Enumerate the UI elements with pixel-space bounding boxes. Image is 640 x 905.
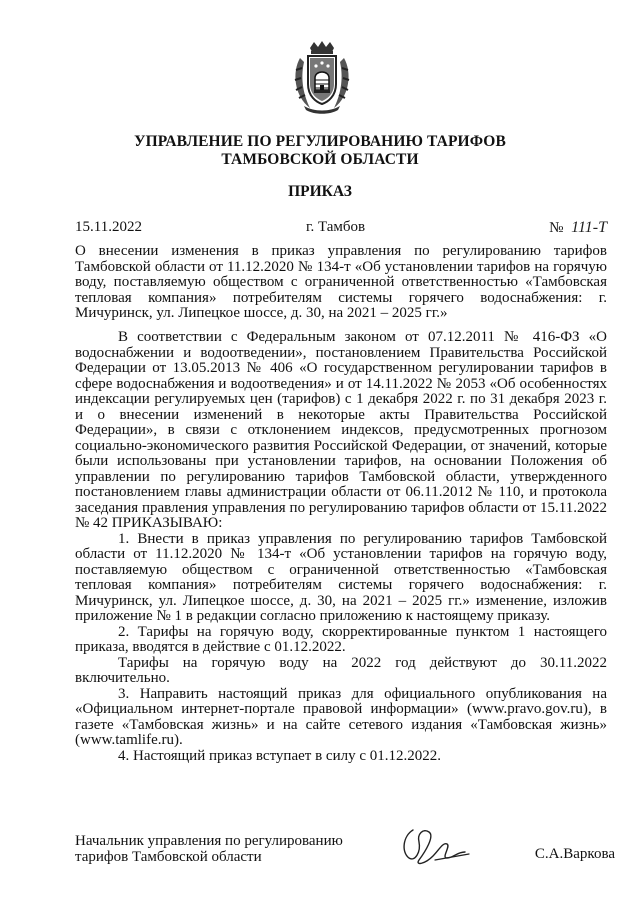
organization-title-line1: УПРАВЛЕНИЕ ПО РЕГУЛИРОВАНИЮ ТАРИФОВ (134, 133, 506, 150)
document-number (549, 219, 607, 237)
item-2-paragraph: 2. Тарифы на горячую воду, скорректированные пунктом 1 настоящего приказа, вводятся в действие с 01.12.2022. (75, 623, 607, 655)
handwritten-number: 111-Т (571, 219, 607, 236)
organization-title (0, 133, 640, 169)
document-date: 15.11.2022 (75, 219, 142, 235)
signatory-position (75, 834, 343, 865)
preamble-paragraph: В соответствии с Федеральным законом от 07.12.2011 № 416-ФЗ «О водоснабжении и водоотведении», постановлением Правительства Российской Федерации от 13.05.2013 № 406 «О государственном регулировании тарифов в сфере водоснабжения и водоотведения» и от 14.11.2022 № 2053 «Об особенностях индексации регулируемых цен (тарифов) с 1 декабря 2022 г. по 31 декабря 2023 г. и о внесении изменений в некоторые акты Правительства Российской Федерации», в связи с отклонением индексов, предусмотренных прогнозом социально-экономического развития Российской Федерации, от значений, которые были использованы при установлении тарифов, на основании Положения об управлении по регулированию тарифов Тамбовской области, утвержденного постановлением главы администрации области от 06.11.2012 № 110, и протокола заседания правления управления по регулированию тарифов области от 15.11.2022 № 42 ПРИКАЗЫВАЮ: (75, 329, 607, 531)
signatory-position-line2: тарифов Тамбовской области (75, 848, 262, 865)
item-2-extra-paragraph: Тарифы на горячую воду на 2022 год действуют до 30.11.2022 включительно. (75, 654, 607, 686)
item-1-paragraph: 1. Внести в приказ управления по регулированию тарифов Тамбовской области от 11.12.2020 № 134-т «Об установлении тарифов на горячую воду, поставляемую обществом с ограниченной ответственностью «Тамбовская тепловая компания» потребителям системы горячего водоснабжения: г. Мичуринск, ул. Липецкое шоссе, д. 30, на 2021 – 2025 гг.» изменение, изложив приложение № 1 в редакции согласно приложению к настоящему приказу. (75, 530, 607, 624)
number-label: № (549, 220, 564, 236)
item-4-paragraph: 4. Настоящий приказ вступает в силу с 01.12.2022. (118, 747, 441, 764)
document-subject (75, 244, 607, 322)
document-body (75, 330, 607, 764)
item-3-paragraph: 3. Направить настоящий приказ для официального опубликования на «Официальном интернет-портале правовой информации» (www.pravo.gov.ru), в газете «Тамбовская жизнь» и на сайте сетевого издания «Тамбовская жизнь» (www.tamlife.ru). (75, 685, 607, 748)
organization-title-line2: ТАМБОВСКОЙ ОБЛАСТИ (221, 151, 419, 168)
document-type: ПРИКАЗ (288, 183, 352, 200)
signatory-position-line1: Начальник управления по регулированию (75, 833, 343, 849)
signature-block (75, 834, 615, 874)
subject-text: О внесении изменения в приказ управления по регулированию тарифов Тамбовской области от 11.12.2020 № 134-т «Об установлении тарифов на горячую воду, поставляемую обществом с ограниченной ответственностью «Тамбовская тепловая компания» потребителям системы горячего водоснабжения: г. Мичуринск, ул. Липецкое шоссе, д. 30, на 2021 – 2025 гг.» (75, 243, 607, 321)
document-meta (75, 219, 607, 239)
document-city: г. Тамбов (306, 219, 366, 235)
handwritten-signature-icon (395, 822, 475, 870)
coat-of-arms-icon (290, 40, 354, 116)
signatory-name: С.А.Варкова (534, 846, 615, 862)
